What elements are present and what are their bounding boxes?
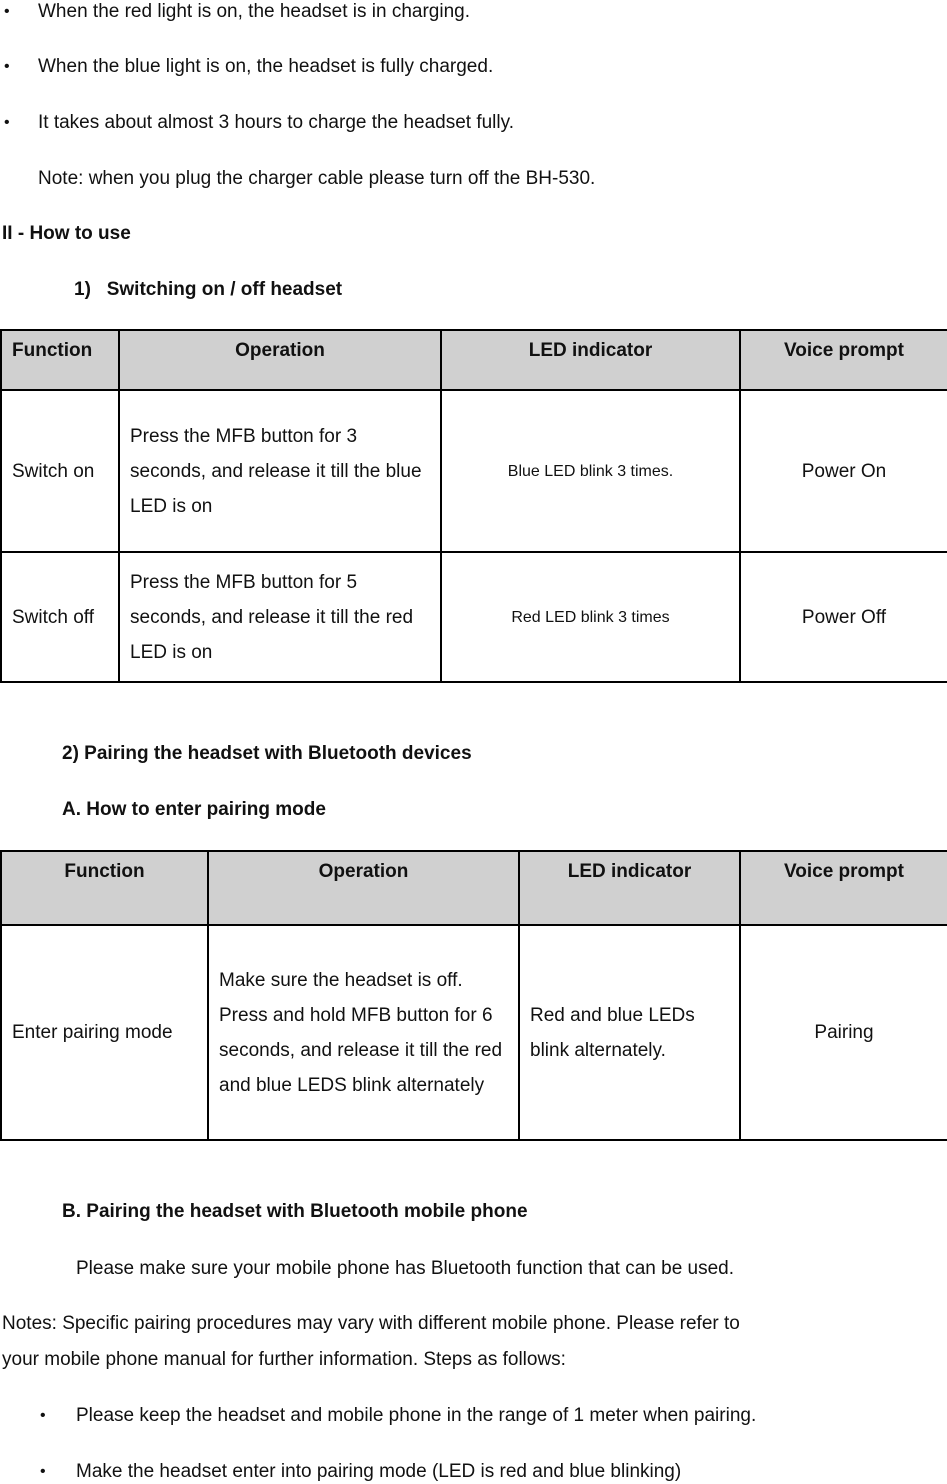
header-voice-prompt: Voice prompt <box>740 330 947 390</box>
bullet-text: When the red light is on, the headset is in charging. <box>38 1 470 22</box>
bullet-dot: • <box>4 3 10 20</box>
bullet-text: When the blue light is on, the headset is fully charged. <box>38 56 494 77</box>
table-header-row <box>1 330 947 390</box>
table-row <box>1 552 947 682</box>
cell-voice-prompt: Pairing <box>740 925 947 1140</box>
subsection-title-mobile-pairing: B. Pairing the headset with Bluetooth mobile phone <box>62 1201 528 1222</box>
bullet-dot: • <box>40 1407 46 1424</box>
bullet-dot: • <box>4 114 10 131</box>
cell-voice-prompt: Power Off <box>740 552 947 682</box>
bluetooth-requirement-text: Please make sure your mobile phone has Bluetooth function that can be used. <box>76 1258 735 1279</box>
bullet-text: Make the headset enter into pairing mode (LED is red and blue blinking) <box>76 1461 682 1482</box>
cell-led-indicator: Blue LED blink 3 times. <box>441 390 740 552</box>
header-function: Function <box>1 851 208 925</box>
bullet-text: It takes about almost 3 hours to charge the headset fully. <box>38 112 514 133</box>
cell-function: Enter pairing mode <box>1 925 208 1140</box>
table-row <box>1 390 947 552</box>
header-led-indicator: LED indicator <box>519 851 740 925</box>
charging-note: Note: when you plug the charger cable please turn off the BH-530. <box>38 168 596 189</box>
table-header-row <box>1 851 947 925</box>
cell-operation: Press the MFB button for 5 seconds, and release it till the red LED is on <box>119 552 441 682</box>
header-operation: Operation <box>119 330 441 390</box>
header-voice-prompt: Voice prompt <box>740 851 947 925</box>
bullet-dot: • <box>4 58 10 75</box>
subsection-title-enter-pairing: A. How to enter pairing mode <box>62 799 326 820</box>
notes-text-line1: Notes: Specific pairing procedures may vary with different mobile phone. Please refer to <box>2 1313 740 1334</box>
header-led-indicator: LED indicator <box>441 330 740 390</box>
notes-text-line2: your mobile phone manual for further information. Steps as follows: <box>2 1349 566 1370</box>
cell-operation: Make sure the headset is off. Press and hold MFB button for 6 seconds, and release it till the red and blue LEDS blink alternately <box>208 925 519 1140</box>
cell-led-indicator: Red and blue LEDs blink alternately. <box>519 925 740 1140</box>
cell-led-indicator: Red LED blink 3 times <box>441 552 740 682</box>
cell-voice-prompt: Power On <box>740 390 947 552</box>
header-function: Function <box>1 330 119 390</box>
bullet-text: Please keep the headset and mobile phone in the range of 1 meter when pairing. <box>76 1405 757 1426</box>
cell-operation: Press the MFB button for 3 seconds, and release it till the blue LED is on <box>119 390 441 552</box>
subsection-title-switching: 1) Switching on / off headset <box>74 279 343 300</box>
cell-function: Switch off <box>1 552 119 682</box>
subsection-title-pairing: 2) Pairing the headset with Bluetooth devices <box>62 743 472 764</box>
switching-table <box>0 329 947 683</box>
cell-function: Switch on <box>1 390 119 552</box>
section-title: II - How to use <box>2 223 131 244</box>
header-operation: Operation <box>208 851 519 925</box>
pairing-mode-table <box>0 850 947 1141</box>
table-row <box>1 925 947 1140</box>
bullet-dot: • <box>40 1463 46 1480</box>
